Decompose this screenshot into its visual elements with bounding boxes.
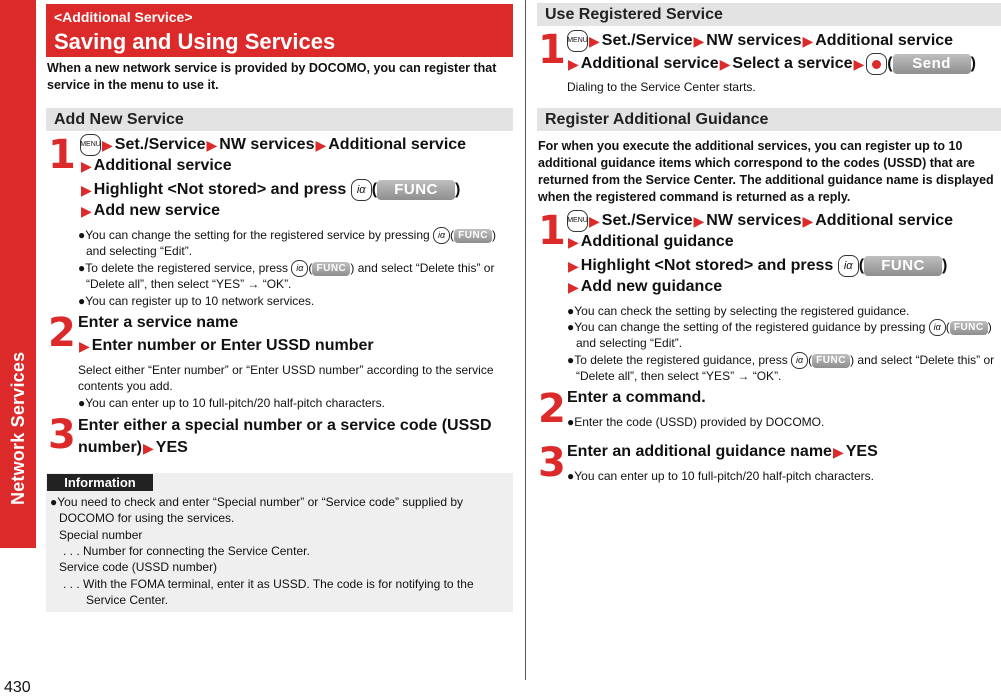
- note-text: and selecting “Edit”.: [86, 244, 193, 258]
- menu-key-icon: MENU: [80, 134, 101, 156]
- note-text: You can change the setting for the registered service by pressing: [85, 228, 430, 242]
- step-line: [78, 438, 188, 458]
- note-text: To delete the registered guidance, press: [574, 353, 788, 367]
- info-line: Service Center.: [86, 593, 169, 607]
- step-number: 3: [538, 440, 566, 486]
- arrow-icon: ▶: [81, 203, 92, 219]
- side-label: Network Services: [7, 351, 28, 505]
- note: ●You can check the setting by selecting the registered guidance.: [567, 304, 910, 318]
- note-text: “Delete all”, then select “YES” → “OK”.: [86, 277, 292, 291]
- step-line: [567, 30, 953, 52]
- arrow-icon: ▶: [315, 137, 327, 153]
- page-title: Saving and Using Services: [54, 29, 336, 54]
- step-text: Set./Service: [601, 32, 693, 49]
- info-line: You need to check and enter “Special number” or “Service code” supplied by: [57, 495, 464, 509]
- note-text: Enter the code (USSD) provided by DOCOMO.: [574, 415, 825, 429]
- step-line: Enter a service name: [78, 314, 239, 331]
- step-text: Highlight <Not stored> and press: [580, 257, 834, 274]
- func-softkey-icon: FUNC: [377, 180, 455, 200]
- step-line: [567, 277, 722, 297]
- step-text: Additional service: [93, 157, 232, 174]
- page-number: 430: [4, 679, 31, 696]
- section-header-register-guidance: Register Additional Guidance: [537, 108, 1001, 131]
- step-line: ▶ Highlight <Not stored> and press iα ( FUNC ): [80, 179, 460, 201]
- i-appli-key-icon: iα: [929, 319, 946, 336]
- step-line: ▶ Highlight <Not stored> and press iα ( FUNC ): [567, 255, 947, 277]
- arrow-icon: ▶: [853, 56, 865, 72]
- arrow-icon: ▶: [719, 56, 731, 72]
- step-text: YES: [845, 443, 878, 460]
- i-appli-key-icon: iα: [791, 352, 808, 369]
- menu-key-icon: MENU: [567, 30, 588, 52]
- arrow-icon: ▶: [143, 440, 154, 456]
- arrow-icon: ▶: [589, 33, 600, 49]
- step-line: [567, 210, 953, 232]
- step-line: [78, 336, 374, 356]
- title-sub: <Additional Service>: [54, 9, 193, 25]
- func-softkey-icon: FUNC: [312, 262, 350, 276]
- arrow-icon: ▶: [206, 137, 218, 153]
- func-softkey-icon: FUNC: [812, 354, 850, 368]
- note-text: and select “Delete this” or: [857, 353, 995, 367]
- arrow-icon: ▶: [568, 56, 579, 72]
- step-text: Additional service: [580, 55, 719, 72]
- step-text: Add new service: [93, 202, 221, 219]
- step-line: [567, 442, 878, 462]
- arrow-icon: ▶: [802, 33, 814, 49]
- step-text: NW services: [706, 32, 802, 49]
- step-line: Enter a command.: [567, 389, 706, 406]
- func-softkey-icon: FUNC: [454, 229, 492, 243]
- arrow-icon: ▶: [102, 137, 113, 153]
- note-text: Select either “Enter number” or “Enter USSD number” according to the service: [78, 363, 494, 377]
- i-appli-key-icon: iα: [291, 260, 308, 277]
- i-appli-key-icon: iα: [433, 227, 450, 244]
- step-text: number): [78, 439, 142, 456]
- title-banner: [46, 4, 513, 57]
- note-text: You can check the setting by selecting the registered guidance.: [574, 304, 910, 318]
- note: ●You can change the setting for the registered service by pressing iα ( FUNC ): [78, 227, 514, 244]
- note: ●To delete the registered service, press iα ( FUNC ) and select “Delete this” or: [78, 260, 514, 277]
- step-text: Set./Service: [601, 212, 693, 229]
- step-text: Add new guidance: [580, 278, 723, 295]
- arrow-icon: ▶: [832, 444, 844, 460]
- step-text: YES: [155, 439, 188, 456]
- note-text: Dialing to the Service Center starts.: [567, 80, 756, 94]
- step-line: [567, 232, 734, 252]
- step-number: 2: [538, 386, 566, 432]
- note: ●Enter the code (USSD) provided by DOCOMO.: [567, 415, 825, 429]
- step-text: Enter an additional guidance name: [567, 443, 832, 460]
- step-number: 3: [48, 412, 76, 458]
- step-text: Set./Service: [114, 136, 206, 153]
- note-text: You can change the setting of the registered guidance by pressing: [574, 320, 926, 334]
- arrow-icon: ▶: [568, 234, 579, 250]
- note: ●You can register up to 10 network services.: [78, 294, 315, 308]
- func-softkey-icon: FUNC: [864, 256, 942, 276]
- step-number: 1: [48, 132, 76, 178]
- send-softkey-icon: Send: [893, 54, 971, 74]
- note-text: You can enter up to 10 full-pitch/20 half-pitch characters.: [85, 396, 385, 410]
- info-line: Service code (USSD number): [59, 560, 218, 574]
- note-text: and select “Delete this” or: [357, 261, 495, 275]
- arrow-icon: ▶: [589, 213, 600, 229]
- info-line: Special number: [59, 528, 143, 542]
- column-divider: [525, 0, 526, 680]
- step-text: Additional service: [328, 136, 467, 153]
- func-softkey-icon: FUNC: [950, 321, 988, 335]
- note-text: You can enter up to 10 full-pitch/20 half-pitch characters.: [574, 469, 874, 483]
- note-text: To delete the registered service, press: [85, 261, 289, 275]
- info-line: DOCOMO for using the services.: [59, 511, 235, 525]
- info-line: . . . With the FOMA terminal, enter it as USSD. The code is for notifying to the: [63, 577, 474, 591]
- note-text: You can register up to 10 network services.: [85, 294, 315, 308]
- arrow-icon: ▶: [81, 158, 92, 174]
- step-text: NW services: [219, 136, 315, 153]
- start-key-icon: [866, 53, 887, 75]
- info-line: . . . Number for connecting the Service Center.: [63, 544, 310, 558]
- note: ●You can enter up to 10 full-pitch/20 half-pitch characters.: [78, 396, 385, 410]
- i-appli-key-icon: iα: [351, 179, 372, 201]
- information-label: Information: [47, 474, 153, 491]
- step-line: ▶ Additional service ▶ Select a service ▶ ( Send ): [567, 53, 976, 75]
- step-number: 1: [538, 208, 566, 254]
- step-line: Enter either a special number or a service code (USSD: [78, 417, 492, 434]
- note: ●You can enter up to 10 full-pitch/20 half-pitch characters.: [567, 469, 874, 483]
- guidance-intro: For when you execute the additional services, you can register up to 10 additional guidance items which correspond to the codes (USSD) that are returned from the Service Center. The additional guidance name is displayed when the registered command is returned as a reply.: [538, 139, 994, 204]
- arrow-icon: ▶: [568, 279, 579, 295]
- section-header-use-registered: Use Registered Service: [537, 3, 1001, 26]
- step-text: NW services: [706, 212, 802, 229]
- i-appli-key-icon: iα: [838, 255, 859, 277]
- step-number: 1: [538, 27, 566, 73]
- step-line: [80, 156, 232, 176]
- step-text: Enter number or Enter USSD number: [91, 337, 374, 354]
- section-header-add-new: Add New Service: [46, 108, 513, 131]
- menu-key-icon: MENU: [567, 210, 588, 232]
- step-text: Additional service: [815, 32, 954, 49]
- arrow-icon: ▶: [81, 182, 92, 198]
- note-text: and selecting “Edit”.: [576, 336, 683, 350]
- arrow-icon: ▶: [693, 33, 705, 49]
- step-text: Select a service: [732, 55, 853, 72]
- step-line: [80, 134, 466, 156]
- note: ●To delete the registered guidance, press iα ( FUNC ) and select “Delete this” or: [567, 352, 1001, 369]
- note-text: contents you add.: [78, 379, 173, 393]
- arrow-icon: ▶: [79, 338, 90, 354]
- arrow-icon: ▶: [802, 213, 814, 229]
- step-text: Highlight <Not stored> and press: [93, 181, 347, 198]
- intro-text: When a new network service is provided by DOCOMO, you can register that service in the menu to use it.: [47, 61, 497, 92]
- info-text: ●You need to check and enter “Special number” or “Service code” supplied by: [50, 495, 464, 509]
- step-text: Additional guidance: [580, 233, 734, 250]
- step-number: 2: [48, 310, 76, 356]
- arrow-icon: ▶: [693, 213, 705, 229]
- note: ●You can change the setting of the registered guidance by pressing iα ( FUNC ): [567, 319, 1001, 336]
- step-line: [80, 201, 220, 221]
- step-text: Additional service: [815, 212, 954, 229]
- arrow-icon: ▶: [568, 258, 579, 274]
- note-text: “Delete all”, then select “YES” → “OK”.: [576, 369, 782, 383]
